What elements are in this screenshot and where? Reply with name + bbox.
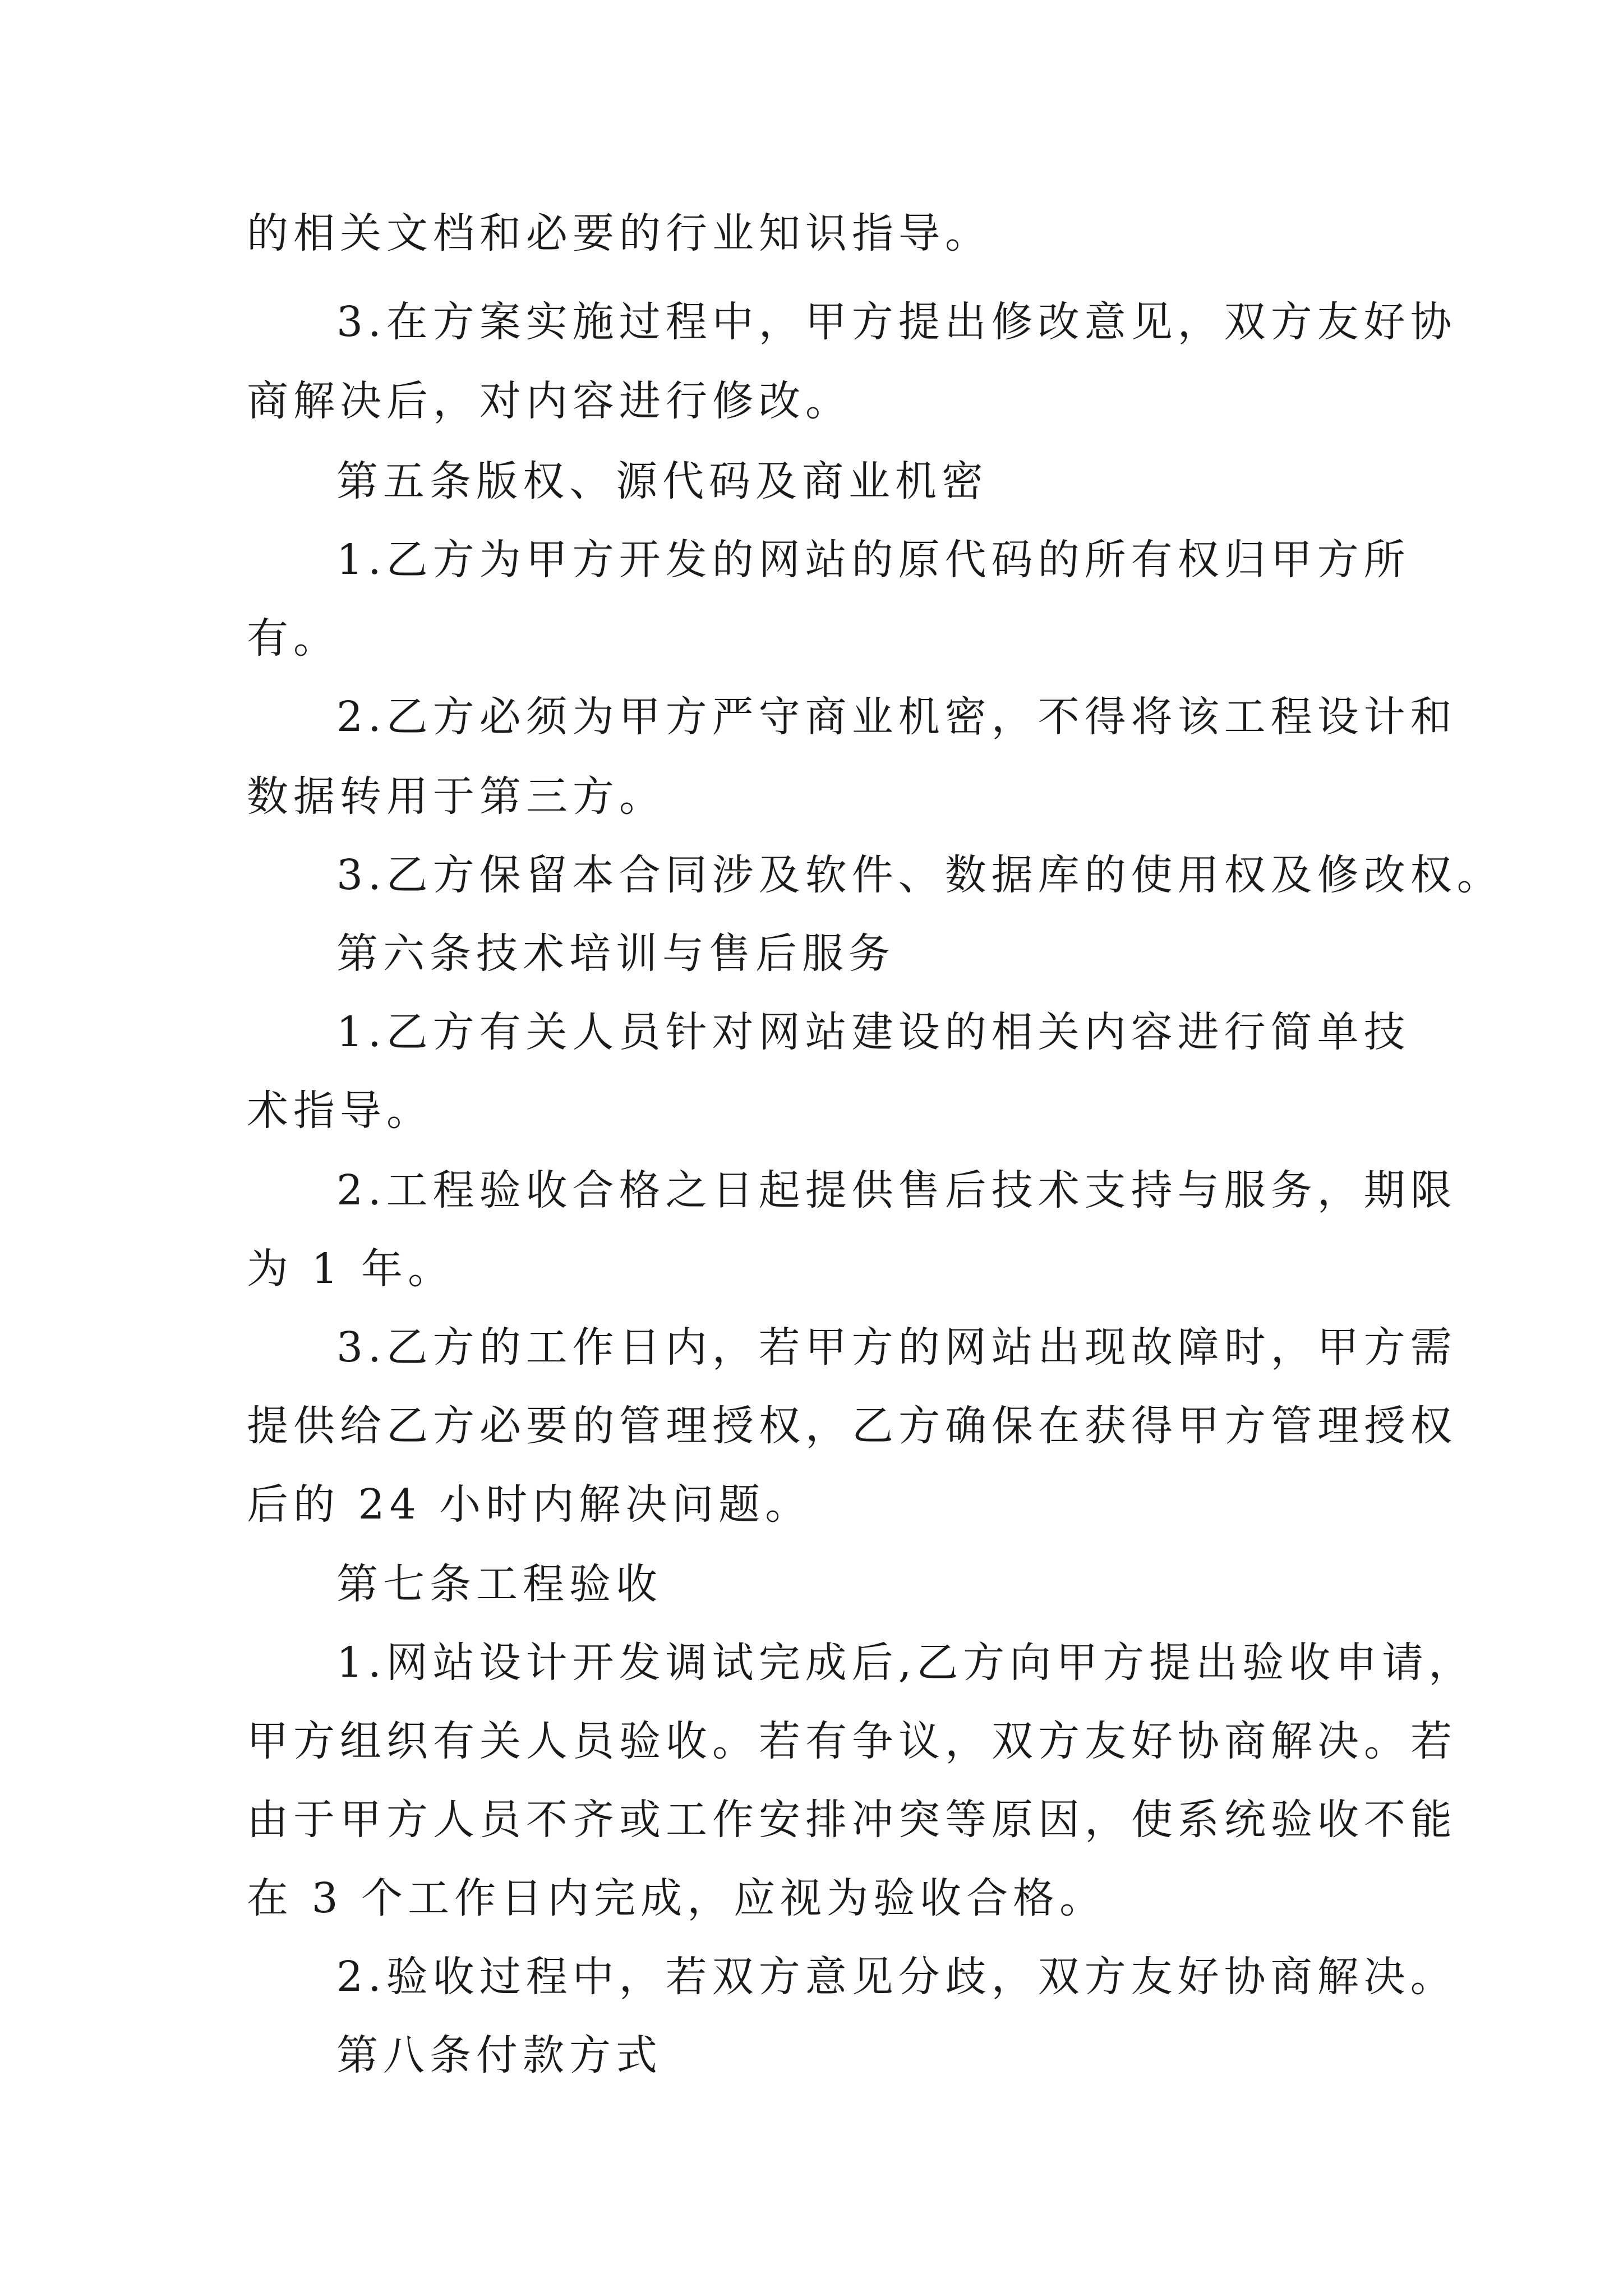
text-line: 3.在方案实施过程中，甲方提出修改意见，双方友好协 (336, 298, 1457, 346)
text-line: 3.乙方的工作日内，若甲方的网站出现故障时，甲方需 (336, 1323, 1457, 1372)
text-line: 为 1 年。 (247, 1245, 455, 1293)
text-line: 术指导。 (247, 1087, 433, 1135)
text-line: 1.乙方有关人员针对网站建设的相关内容进行简单技 (336, 1008, 1410, 1056)
text-line: 提供给乙方必要的管理授权，乙方确保在获得甲方管理授权 (247, 1402, 1457, 1450)
text-line: 甲方组织有关人员验收。若有争议，双方友好协商解决。若 (247, 1717, 1457, 1765)
text-line: 2.工程验收合格之日起提供售后技术支持与服务，期限 (336, 1166, 1457, 1214)
text-line: 2.乙方必须为甲方严守商业机密，不得将该工程设计和 (336, 693, 1457, 741)
text-line: 1.网站设计开发调试完成后,乙方向甲方提出验收申请， (336, 1639, 1476, 1687)
text-line: 2.验收过程中，若双方意见分歧，双方友好协商解决。 (336, 1953, 1457, 2001)
section-heading: 第六条技术培训与售后服务 (336, 930, 895, 978)
text-line: 数据转用于第三方。 (247, 772, 666, 821)
section-heading: 第五条版权、源代码及商业机密 (336, 457, 988, 505)
text-line: 1.乙方为甲方开发的网站的原代码的所有权归甲方所 (336, 536, 1410, 584)
section-heading: 第七条工程验收 (336, 1560, 662, 1608)
text-line: 在 3 个工作日内完成，应视为验收合格。 (247, 1874, 1106, 1922)
text-line: 3.乙方保留本合同涉及软件、数据库的使用权及修改权。 (336, 851, 1504, 899)
text-line: 有。 (247, 614, 340, 662)
section-heading: 第八条付款方式 (336, 2031, 662, 2079)
text-line: 由于甲方人员不齐或工作安排冲突等原因，使系统验收不能 (247, 1796, 1457, 1844)
text-line: 的相关文档和必要的行业知识指导。 (247, 209, 992, 257)
text-line: 后的 24 小时内解决问题。 (247, 1480, 812, 1529)
text-line: 商解决后，对内容进行修改。 (247, 377, 852, 425)
